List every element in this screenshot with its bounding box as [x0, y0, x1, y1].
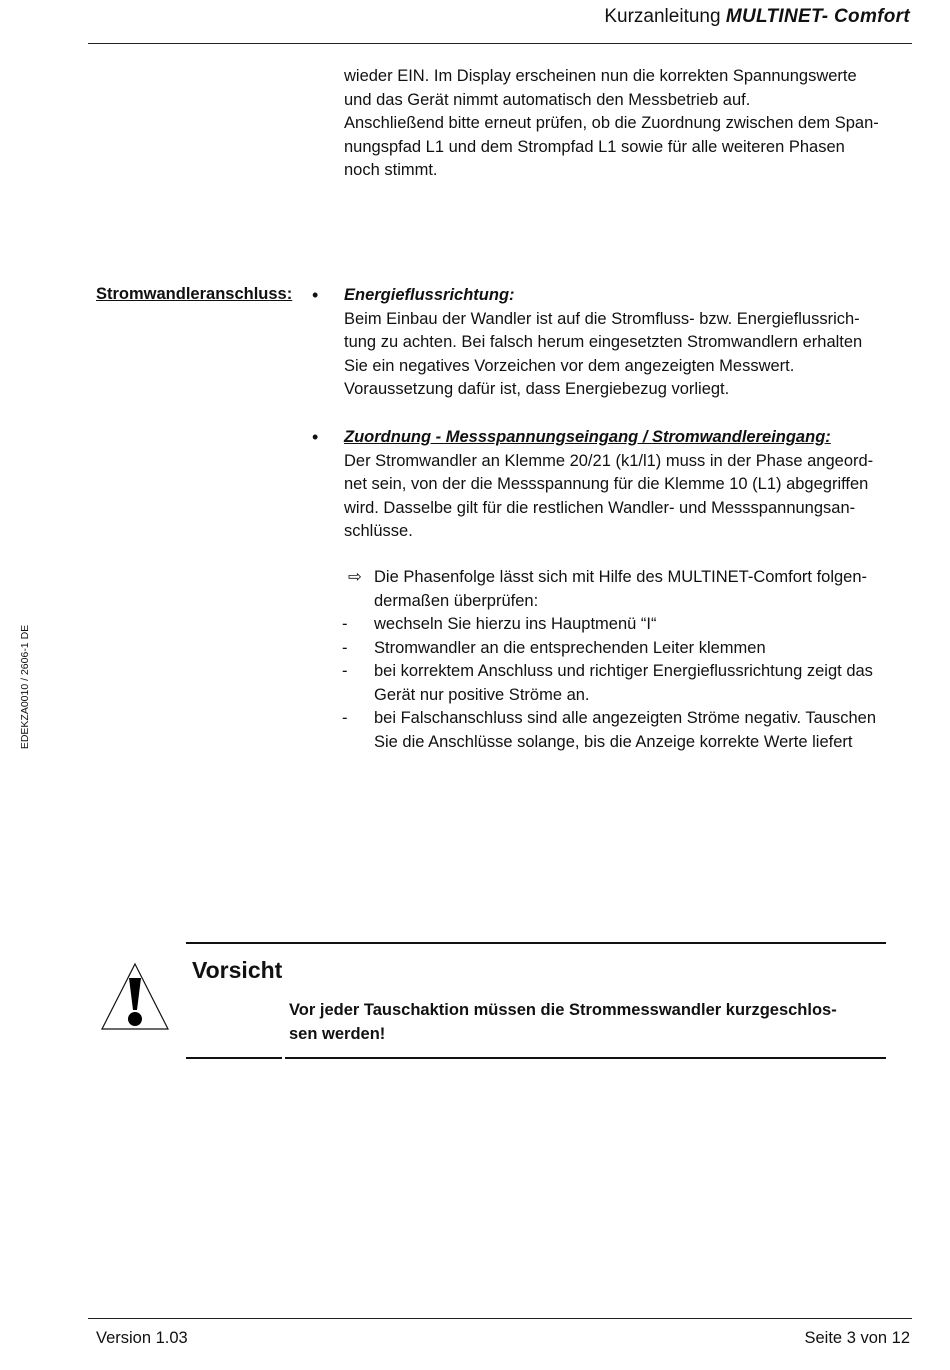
caution-bottom-rule: [285, 1057, 886, 1059]
dash-icon: -: [342, 709, 348, 727]
list-item-line: Gerät nur positive Ströme an.: [374, 685, 590, 704]
list-item: [340, 613, 910, 637]
intro-paragraph: [344, 65, 904, 183]
bullet-line: Der Stromwandler an Klemme 20/21 (k1/l1) muss in der Phase angeord-: [344, 451, 874, 470]
header-title-prefix: Kurzanleitung: [604, 6, 726, 27]
list-item-line: bei Falschanschluss sind alle angezeigten Ströme negativ. Tauschen: [374, 709, 877, 727]
bullet-line: tung zu achten. Bei falsch herum eingesetzten Stromwandlern erhalten: [344, 333, 863, 351]
header-brand: MULTINET- Comfort: [725, 6, 910, 27]
list-intro-line: dermaßen überprüfen:: [374, 591, 539, 610]
header-title: [604, 6, 910, 28]
list-item: [340, 637, 910, 661]
document-code: EDEKZA0010 / 2606-1 DE: [19, 624, 31, 750]
section-label: Stromwandleranschluss:: [96, 285, 293, 303]
footer-version: Version 1.03: [96, 1329, 188, 1347]
bullet-line: Beim Einbau der Wandler ist auf die Stromfluss- bzw. Energieflussrich-: [344, 309, 860, 328]
list-intro: [340, 566, 910, 613]
list-item: [340, 707, 910, 754]
intro-line: noch stimmt.: [344, 161, 438, 179]
bullet-icon: •: [312, 285, 319, 305]
arrow-right-icon: ⇨: [348, 568, 362, 586]
bullet-heading: Zuordnung - Messspannungseingang / Stromwandlereingang:: [344, 428, 831, 446]
intro-line: wieder EIN. Im Display erscheinen nun die korrekten Spannungswerte: [344, 67, 857, 85]
caution-title: Vorsicht: [192, 957, 283, 983]
list-item-line: wechseln Sie hierzu ins Hauptmenü “I“: [374, 615, 657, 633]
bullet-line: schlüsse.: [344, 522, 413, 540]
intro-line: nungspfad L1 und dem Strompfad L1 sowie für alle weiteren Phasen: [344, 137, 845, 156]
caution-top-rule: [186, 942, 886, 944]
list-item-line: Stromwandler an die entsprechenden Leiter klemmen: [374, 638, 766, 657]
footer-divider: [88, 1318, 912, 1319]
intro-line: Anschließend bitte erneut prüfen, ob die Zuordnung zwischen dem Span-: [344, 114, 879, 132]
bullet-line: Sie ein negatives Vorzeichen vor dem angezeigten Messwert.: [344, 356, 795, 375]
bullet-icon: •: [312, 427, 319, 447]
list-intro-line: Die Phasenfolge lässt sich mit Hilfe des MULTINET-Comfort folgen-: [374, 568, 868, 586]
intro-line: und das Gerät nimmt automatisch den Messbetrieb auf.: [344, 90, 751, 109]
warning-triangle-icon: [100, 962, 170, 1037]
caution-line: sen werden!: [289, 1024, 386, 1043]
bullet-heading: Energieflussrichtung:: [344, 286, 515, 304]
dash-icon: -: [342, 615, 348, 633]
caution-line: Vor jeder Tauschaktion müssen die Strommesswandler kurzgeschlos-: [289, 1001, 837, 1019]
dash-icon: -: [342, 638, 348, 657]
header-divider: [88, 43, 912, 44]
dash-icon: -: [342, 662, 348, 680]
phase-check-list: [340, 566, 910, 754]
footer-page-number: Seite 3 von 12: [804, 1329, 910, 1347]
caution-bottom-rule: [186, 1057, 282, 1059]
caution-text: [289, 999, 879, 1046]
list-item: [340, 660, 910, 707]
bullet-zuordnung: [344, 426, 904, 544]
list-item-line: bei korrektem Anschluss und richtiger Energieflussrichtung zeigt das: [374, 662, 873, 680]
bullet-line: Voraussetzung dafür ist, dass Energiebezug vorliegt.: [344, 380, 730, 398]
bullet-energieflussrichtung: [344, 284, 904, 402]
list-item-line: Sie die Anschlüsse solange, bis die Anzeige korrekte Werte liefert: [374, 732, 853, 751]
bullet-line: net sein, von der die Messspannung für die Klemme 10 (L1) abgegriffen: [344, 475, 869, 493]
bullet-line: wird. Dasselbe gilt für die restlichen Wandler- und Messspannungsan-: [344, 498, 856, 517]
